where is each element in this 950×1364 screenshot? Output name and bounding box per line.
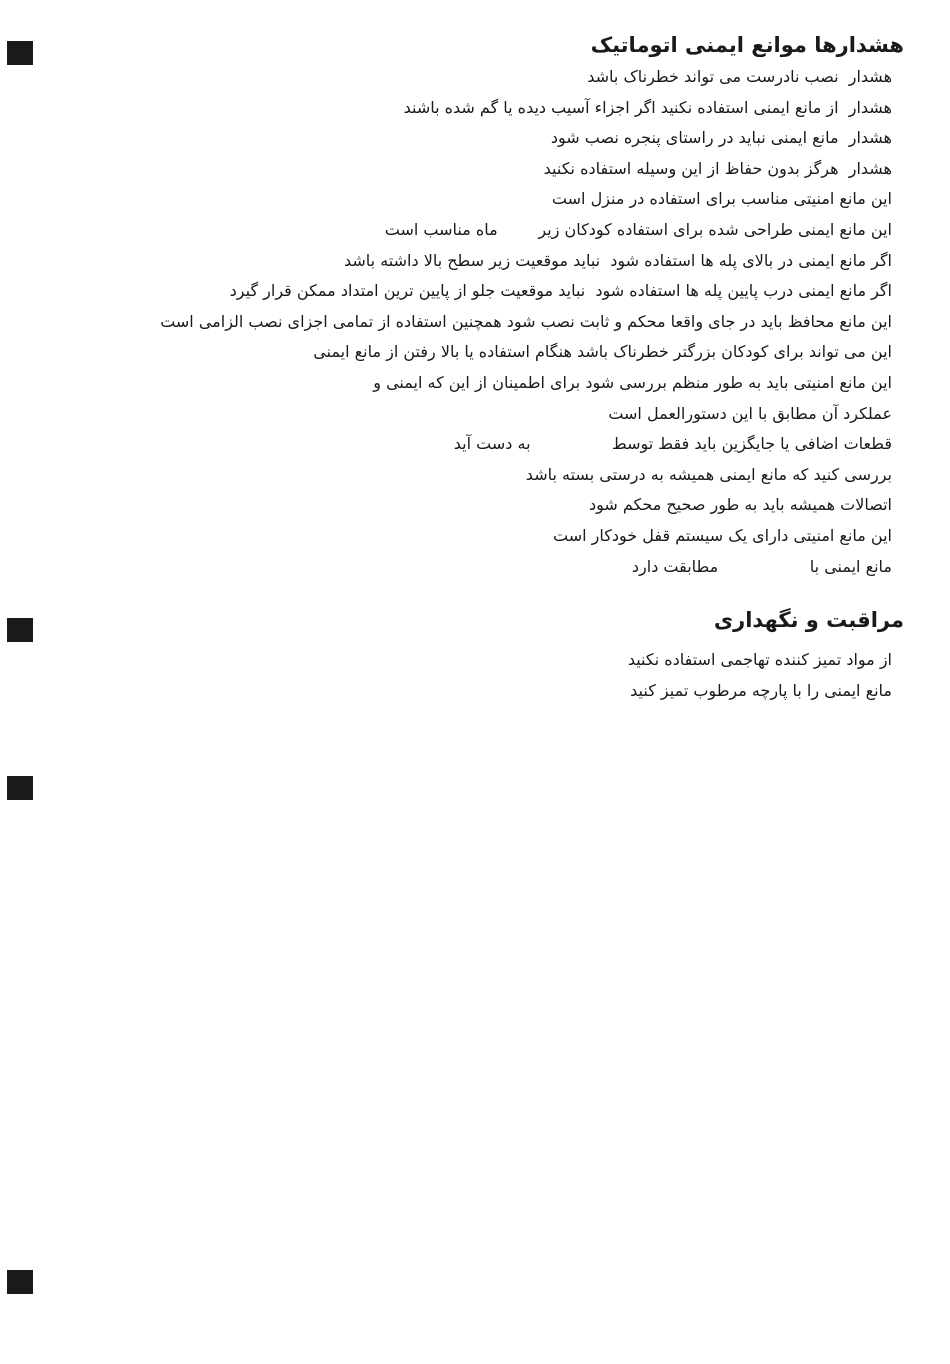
- warning-line: اگر مانع ایمنی در بالای پله ها استفاده شود نباید موقعیت زیر سطح بالا داشته باشد: [344, 250, 892, 270]
- care-title: مراقبت و نگهداری: [713, 608, 904, 632]
- care-line: مانع ایمنی را با پارچه مرطوب تمیز کنید: [630, 680, 892, 700]
- care-list: [40, 645, 892, 706]
- warning-line: قطعات اضافی یا جایگزین باید فقط توسط به دست آید: [453, 434, 892, 454]
- margin-marker-4: [7, 1270, 33, 1294]
- warning-line: اتصالات همیشه باید به طور صحیح محکم شود: [589, 495, 892, 515]
- warning-line: هشدار هرگز بدون حفاظ از این وسیله استفاده نکنید: [543, 158, 892, 178]
- margin-marker-2: [7, 618, 33, 642]
- warnings-title: هشدارها موانع ایمنی اتوماتیک: [590, 33, 904, 57]
- warning-line: بررسی کنید که مانع ایمنی همیشه به درستی بسته باشد: [525, 464, 892, 484]
- warning-line: اگر مانع ایمنی درب پایین پله ها استفاده شود نباید موقعیت جلو از پایین ترین امتداد ممکن قرار گیرد: [229, 281, 892, 301]
- warning-line: این مانع ایمنی طراحی شده برای استفاده کودکان زیر ماه مناسب است: [384, 219, 892, 239]
- warning-line: مانع ایمنی با مطابقت دارد: [631, 556, 892, 576]
- warning-line: هشدار نصب نادرست می تواند خطرناک باشد: [587, 67, 892, 86]
- warning-line: هشدار از مانع ایمنی استفاده نکنید اگر اجزاء آسیب دیده یا گم شده باشند: [403, 97, 892, 117]
- margin-marker-1: [7, 41, 33, 65]
- margin-marker-3: [7, 776, 33, 800]
- care-line: از مواد تمیز کننده تهاجمی استفاده نکنید: [627, 650, 892, 669]
- care-section: [40, 605, 904, 706]
- warning-line: این مانع امنیتی دارای یک سیستم قفل خودکار است: [553, 525, 892, 545]
- warning-line: این مانع امنیتی باید به طور منظم بررسی شود برای اطمینان از این که ایمنی و: [373, 372, 892, 392]
- warning-line: هشدار مانع ایمنی نباید در راستای پنجره نصب شود: [550, 128, 892, 148]
- warnings-section: [40, 30, 904, 582]
- warnings-list: [40, 62, 892, 582]
- warning-line: این می تواند برای کودکان بزرگتر خطرناک باشد هنگام استفاده یا بالا رفتن از مانع ایمنی: [313, 342, 892, 362]
- warning-line: عملکرد آن مطابق با این دستورالعمل است: [608, 403, 892, 423]
- warning-line: این مانع امنیتی مناسب برای استفاده در منزل است: [551, 189, 892, 209]
- warning-line: این مانع محافظ باید در جای واقعا محکم و ثابت نصب شود همچنین استفاده از تمامی اجزای نصب الزامی است: [160, 311, 892, 331]
